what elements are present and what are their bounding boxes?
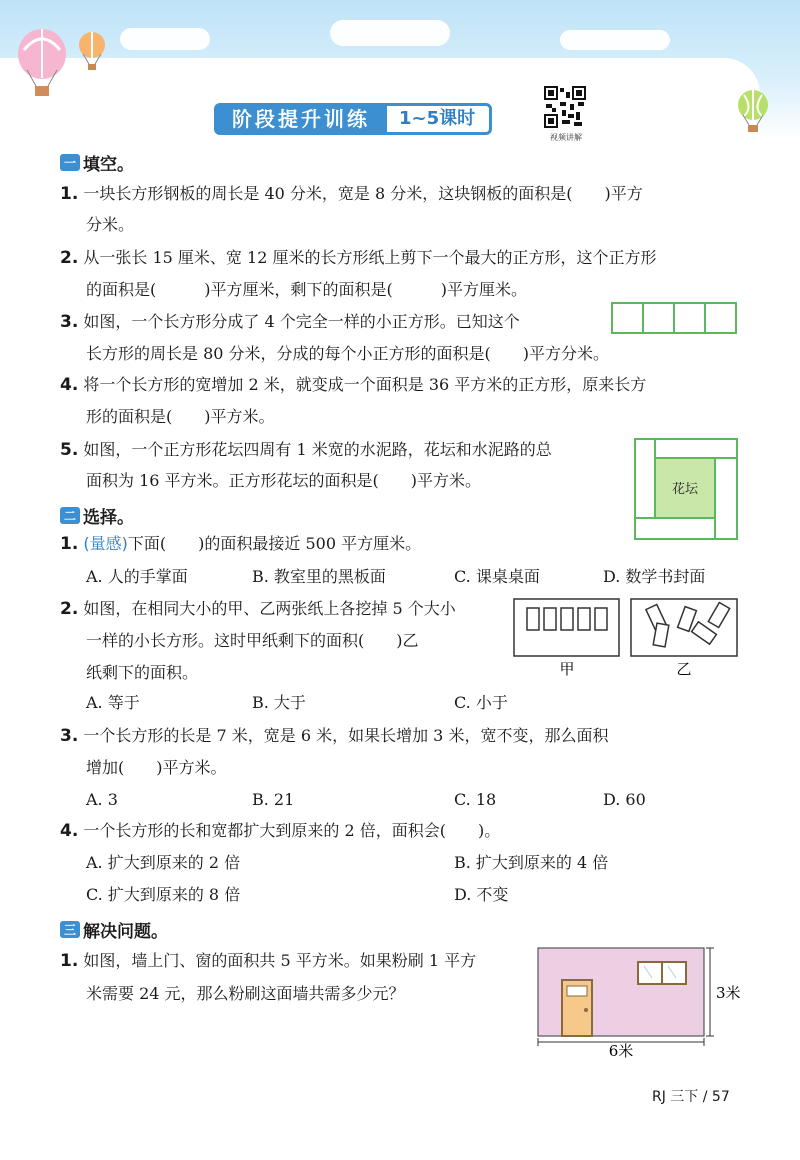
question-text: 长方形的周长是 80 分米，分成的每个小正方形的面积是( )平方分米。 bbox=[86, 344, 610, 363]
question-line bbox=[60, 820, 500, 842]
option-c[interactable]: C. 扩大到原来的 8 倍 bbox=[86, 885, 241, 904]
cloud bbox=[120, 28, 210, 50]
option-c[interactable]: C. 课桌桌面 bbox=[454, 567, 540, 586]
cloud bbox=[330, 20, 450, 46]
section-badge: 一 bbox=[60, 154, 80, 171]
question-number: 4. bbox=[60, 821, 79, 841]
option-a[interactable]: A. 3 bbox=[86, 790, 118, 809]
title-lesson-range: 1~5课时 bbox=[384, 103, 492, 135]
option-b[interactable]: B. 教室里的黑板面 bbox=[252, 567, 386, 586]
question-number: 5. bbox=[60, 440, 79, 460]
section-badge: 三 bbox=[60, 921, 80, 938]
question-text: 一个长方形的长和宽都扩大到原来的 2 倍，面积会( )。 bbox=[83, 821, 501, 840]
question-text: 面积为 16 平方米。正方形花坛的面积是( )平方米。 bbox=[86, 471, 482, 490]
section-fill-in bbox=[60, 150, 134, 175]
four-squares-figure bbox=[611, 302, 737, 334]
question-line bbox=[60, 725, 608, 747]
option-b[interactable]: B. 21 bbox=[252, 790, 295, 809]
option-a[interactable]: A. 人的手掌面 bbox=[86, 567, 188, 586]
section-title: 解决问题。 bbox=[83, 922, 168, 942]
section-title: 选择。 bbox=[83, 508, 134, 528]
question-number: 3. bbox=[60, 312, 79, 332]
hot-air-balloon-icon bbox=[15, 28, 69, 100]
question-number: 2. bbox=[60, 248, 79, 268]
question-text: 的面积是( )平方厘米，剩下的面积是( )平方厘米。 bbox=[86, 280, 527, 299]
section-choice bbox=[60, 503, 134, 528]
question-number: 1. bbox=[60, 951, 79, 971]
option-b[interactable]: B. 大于 bbox=[252, 693, 306, 712]
question-text: 一个长方形的长是 7 米，宽是 6 米，如果长增加 3 米，宽不变，那么面积 bbox=[83, 726, 609, 745]
page-title bbox=[214, 103, 492, 135]
question-text: 分米。 bbox=[86, 215, 135, 234]
paper-a-label: 甲 bbox=[559, 660, 575, 678]
question-text: 如图，一个正方形花坛四周有 1 米宽的水泥路，花坛和水泥路的总 bbox=[83, 440, 552, 459]
question-number: 1. bbox=[60, 534, 79, 554]
question-text: 增加( )平方米。 bbox=[86, 758, 227, 777]
question-line bbox=[60, 374, 646, 396]
question-text: 纸剩下的面积。 bbox=[86, 663, 199, 682]
option-d[interactable]: D. 不变 bbox=[454, 885, 509, 904]
question-line bbox=[60, 598, 456, 620]
option-d[interactable]: D. 数学书封面 bbox=[603, 567, 706, 586]
question-line bbox=[60, 183, 643, 205]
question-number: 3. bbox=[60, 726, 79, 746]
page-number: RJ 三下 / 57 bbox=[652, 1089, 730, 1105]
option-a[interactable]: A. 扩大到原来的 2 倍 bbox=[86, 853, 241, 872]
option-d[interactable]: D. 60 bbox=[603, 790, 646, 809]
question-text: 一块长方形钢板的周长是 40 分米，宽是 8 分米，这块钢板的面积是( )平方 bbox=[83, 184, 643, 203]
cloud bbox=[560, 30, 670, 50]
question-text: 如图，墙上门、窗的面积共 5 平方米。如果粉刷 1 平方 bbox=[83, 951, 477, 970]
option-c[interactable]: C. 小于 bbox=[454, 693, 508, 712]
question-text: 如图，在相同大小的甲、乙两张纸上各挖掉 5 个大小 bbox=[83, 599, 456, 618]
question-number: 2. bbox=[60, 599, 79, 619]
hot-air-balloon-icon bbox=[736, 90, 770, 134]
title-main: 阶段提升训练 bbox=[214, 103, 384, 135]
question-line bbox=[60, 439, 552, 461]
question-tag: (量感) bbox=[83, 534, 128, 553]
option-b[interactable]: B. 扩大到原来的 4 倍 bbox=[454, 853, 609, 872]
question-text: 将一个长方形的宽增加 2 米，就变成一个面积是 36 平方米的正方形，原来长方 bbox=[83, 375, 647, 394]
height-label: 3米 bbox=[716, 984, 741, 1002]
qr-label: 视频讲解 bbox=[550, 133, 582, 142]
section-badge: 二 bbox=[60, 507, 80, 524]
question-text: 形的面积是( )平方米。 bbox=[86, 407, 275, 426]
flower-bed-label: 花坛 bbox=[671, 482, 699, 497]
section-solve bbox=[60, 917, 168, 942]
question-text: 米需要 24 元，那么粉刷这面墙共需多少元？ bbox=[86, 984, 405, 1003]
qr-code-icon[interactable] bbox=[544, 86, 586, 128]
question-line bbox=[60, 311, 520, 333]
question-line bbox=[60, 950, 476, 972]
option-c[interactable]: C. 18 bbox=[454, 790, 497, 809]
flower-bed-figure bbox=[634, 438, 738, 540]
question-line bbox=[60, 533, 421, 555]
question-text: 一样的小长方形。这时甲纸剩下的面积( )乙 bbox=[86, 631, 419, 650]
option-a[interactable]: A. 等于 bbox=[86, 693, 140, 712]
question-text: 从一张长 15 厘米、宽 12 厘米的长方形纸上剪下一个最大的正方形，这个正方形 bbox=[83, 248, 657, 267]
width-label: 6米 bbox=[608, 1042, 634, 1058]
question-line bbox=[60, 247, 656, 269]
paper-cutout-figure bbox=[513, 598, 741, 682]
question-text: 下面( )的面积最接近 500 平方厘米。 bbox=[127, 534, 422, 553]
question-text: 如图，一个长方形分成了 4 个完全一样的小正方形。已知这个 bbox=[83, 312, 520, 331]
question-number: 4. bbox=[60, 375, 79, 395]
hot-air-balloon-icon bbox=[77, 32, 107, 72]
paper-b-label: 乙 bbox=[676, 660, 692, 678]
section-title: 填空。 bbox=[83, 155, 134, 175]
question-number: 1. bbox=[60, 184, 79, 204]
wall-figure bbox=[534, 944, 746, 1058]
